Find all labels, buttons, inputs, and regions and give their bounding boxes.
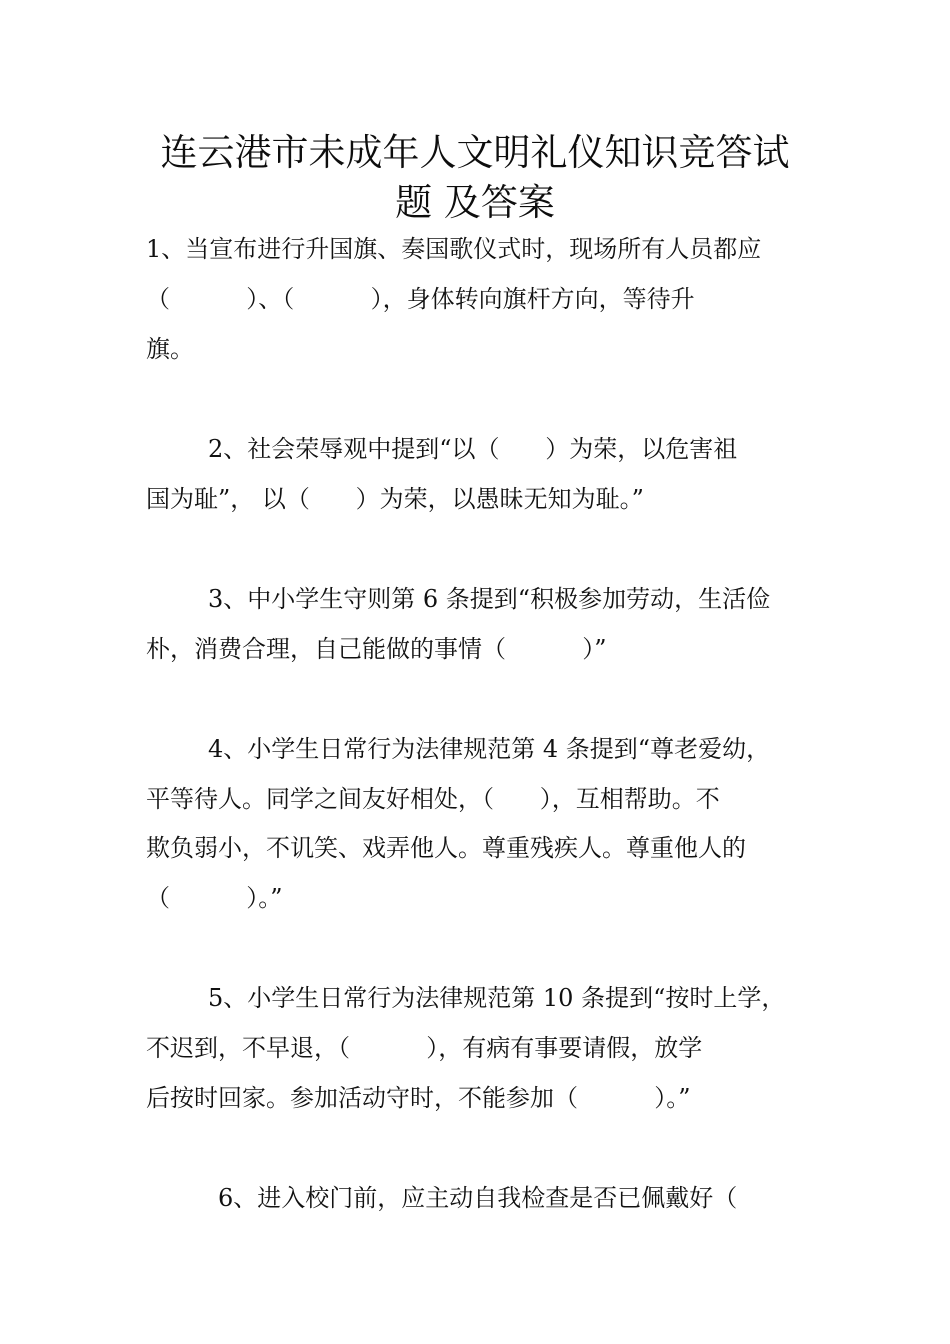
document-title-line-1: 连云港市未成年人文明礼仪知识竞答试 <box>160 131 790 174</box>
question-4-line-3: 欺负弱小，不讥笑、戏弄他人。尊重残疾人。尊重他人的 <box>146 834 746 862</box>
question-6-line-1: 6、进入校门前，应主动自我检查是否已佩戴好（ <box>218 1184 738 1212</box>
question-5-line-1: 5、小学生日常行为法律规范第 10 条提到“按时上学， <box>208 984 786 1012</box>
question-1-line-2: （ ）、（ ），身体转向旗杆方向，等待升 <box>146 285 695 313</box>
question-2-line-2: 国为耻”， 以（ ）为荣，以愚昧无知为耻。” <box>146 485 644 513</box>
question-2-line-1: 2、社会荣辱观中提到“以（ ）为荣，以危害祖 <box>208 435 738 463</box>
question-1-line-3: 旗。 <box>146 335 194 363</box>
question-5-line-2: 不迟到，不早退，（ ），有病有事要请假，放学 <box>146 1034 703 1062</box>
question-4-line-4: （ ）。” <box>146 884 283 912</box>
question-1-line-1: 1、当宣布进行升国旗、奏国歌仪式时，现场所有人员都应 <box>146 235 762 263</box>
question-3-line-2: 朴，消费合理，自己能做的事情（ ）” <box>146 635 607 663</box>
question-3-line-1: 3、中小学生守则第 6 条提到“积极参加劳动，生活俭 <box>208 585 771 613</box>
question-5-line-3: 后按时回家。参加活动守时，不能参加（ ）。” <box>146 1084 691 1112</box>
document-title-line-2: 题 及答案 <box>395 181 555 224</box>
question-4-line-1: 4、小学生日常行为法律规范第 4 条提到“尊老爱幼， <box>208 735 771 763</box>
question-4-line-2: 平等待人。同学之间友好相处，（ ），互相帮助。不 <box>146 785 720 813</box>
